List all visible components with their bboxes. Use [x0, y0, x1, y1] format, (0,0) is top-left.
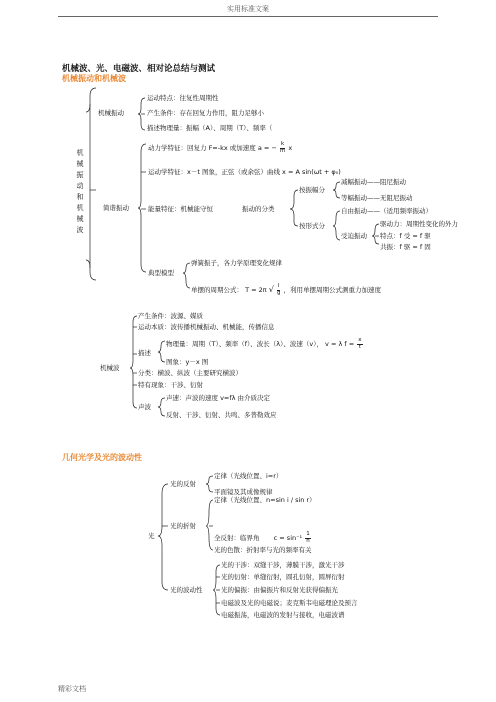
node-light: 光: [148, 532, 155, 540]
wave-types: 分类：横波、纵波（主要研究横波）: [138, 369, 242, 377]
jh-dynamics-frac-num: k: [281, 141, 285, 147]
jh-energy: 能量特征：机械能守恒: [148, 205, 213, 213]
refr-formula: c = sin⁻¹: [273, 534, 303, 542]
wave-quantities-fraction: [357, 338, 362, 350]
cls-undamped: 等幅振动——无阻尼振动: [341, 194, 413, 202]
wave-em-theory: 电磁波及光的电磁说；麦克斯韦电磁理论及预言: [221, 599, 358, 607]
node-refraction: 光的折射: [170, 522, 196, 530]
section-title-mechanical: 机械振动和机械波: [62, 74, 126, 83]
mv-item-feature: 运动特点：往复性周期性: [147, 94, 219, 102]
node-mechanical-wave: 机械波: [100, 364, 120, 372]
pendulum-frac-num: l: [277, 283, 280, 289]
pendulum-text: 单摆的周期公式： T = 2π: [191, 286, 267, 294]
mv-item-quantities: 描述物理量：振幅（A）、周期（T）、频率（: [147, 124, 273, 132]
refr-frac-den: n: [306, 537, 310, 544]
root-label-vertical: 机械振动和机械波: [76, 149, 84, 234]
wave-condition: 产生条件：波源、媒质: [138, 312, 203, 320]
sound-phenomena: 反射、干涉、衍射、共鸣、多普勒效应: [166, 411, 277, 419]
cls-free: 自由振动——（适用频率振动）: [341, 207, 432, 215]
forced-resonance: 共振：f 驱 = f 固: [380, 243, 431, 251]
wave-em-spectrum: 电磁振荡，电磁波的发射与接收，电磁波谱: [221, 611, 345, 619]
running-header: 实用标准文案: [227, 5, 269, 13]
jh-classification: 振动的分类: [242, 205, 275, 213]
jh-models: 典型模型: [148, 269, 174, 277]
wave-frac-den: t: [358, 343, 361, 350]
refr-frac-num: 1: [306, 531, 310, 537]
wave-quantities-text: 物理量：周期（T）、频率（f）、波长（λ）、波速（v），: [166, 340, 323, 348]
wave-graph: 图象：y－x 图: [166, 358, 209, 366]
wave-phenomena: 特有现象：干涉、衍射: [138, 381, 203, 389]
jh-dynamics: [148, 142, 292, 154]
refr-law: 定律（光线位置、n=sin i / sin r）: [214, 496, 316, 504]
pendulum-fraction: [277, 284, 281, 296]
wave-quantities-formula: v = λ f =: [325, 340, 355, 348]
jh-kinematics: 运动学特征：x－t 图象，正弦（或余弦）曲线 x = A sin(ωt + φ₀): [148, 168, 341, 176]
pendulum-tail: ，利用单摆周期公式测重力加速度: [283, 286, 382, 294]
node-mechanical-vibration: 机械振动: [98, 109, 124, 117]
wave-polarization: 光的偏振：由偏振片和反射光获得偏振光: [221, 586, 338, 594]
wave-propagation: 运动本质：波传播机械振动、机械能，传播信息: [138, 323, 275, 331]
refr-total-reflection-text: 全反射：临界角: [214, 534, 260, 542]
mv-item-condition: 产生条件：存在回复力作用，阻力足够小: [147, 109, 264, 117]
wave-interference: 光的干涉：双缝干涉，薄膜干涉，激光干涉: [221, 561, 345, 569]
cls-by-form: 按形式分: [299, 222, 325, 230]
jh-dynamics-frac-den: m: [279, 147, 286, 154]
wave-sound: 声波: [138, 403, 151, 411]
refl-mirror: 平面镜及其成像规律: [214, 488, 273, 496]
node-simple-harmonic: 简谐振动: [103, 204, 129, 212]
pendulum-sqrt-sign: √: [268, 285, 274, 294]
pendulum-frac-den: g: [276, 289, 281, 296]
refl-law: 定律（光线位置、i=r）: [214, 472, 283, 480]
jh-dynamics-text: 动力学特征：回复力 F=-kx 或加速度 a = −: [148, 144, 277, 152]
wave-frac-num: x: [358, 337, 362, 343]
wave-description: 描述: [138, 349, 151, 357]
refr-dispersion: 光的色散：折射率与光的频率有关: [214, 546, 312, 554]
node-wave-nature: 光的波动性: [170, 586, 203, 594]
refr-total-reflection: [214, 532, 312, 544]
section-title-optics: 几何光学及光的波动性: [62, 453, 142, 462]
cls-by-amplitude: 按振幅分: [299, 186, 325, 194]
wave-diffraction: 光的衍射：单缝衍射，圆孔衍射，圆屏衍射: [221, 573, 345, 581]
node-reflection: 光的反射: [170, 480, 196, 488]
jh-dynamics-fraction: [280, 142, 285, 154]
forced-driving-force: 驱动力：周期性变化的外力: [380, 220, 458, 228]
model-pendulum: [191, 284, 381, 296]
running-footer: 精彩文档: [58, 685, 86, 693]
cls-forced: 受迫振动: [341, 232, 367, 240]
refr-fraction: [305, 532, 311, 544]
page-title: 机械波、光、电磁波、相对论总结与测试: [62, 64, 216, 74]
sound-speed: 声速：声波的速度 v=fλ 由介质决定: [166, 394, 271, 402]
wave-quantities: [166, 338, 364, 350]
model-spring: 弹簧振子，各力学原理变化规律: [191, 259, 282, 267]
cls-damped: 减幅振动——阻尼振动: [341, 178, 406, 186]
forced-feature: 特点：f 受 = f 驱: [380, 232, 431, 240]
jh-dynamics-tail: x: [288, 144, 293, 152]
